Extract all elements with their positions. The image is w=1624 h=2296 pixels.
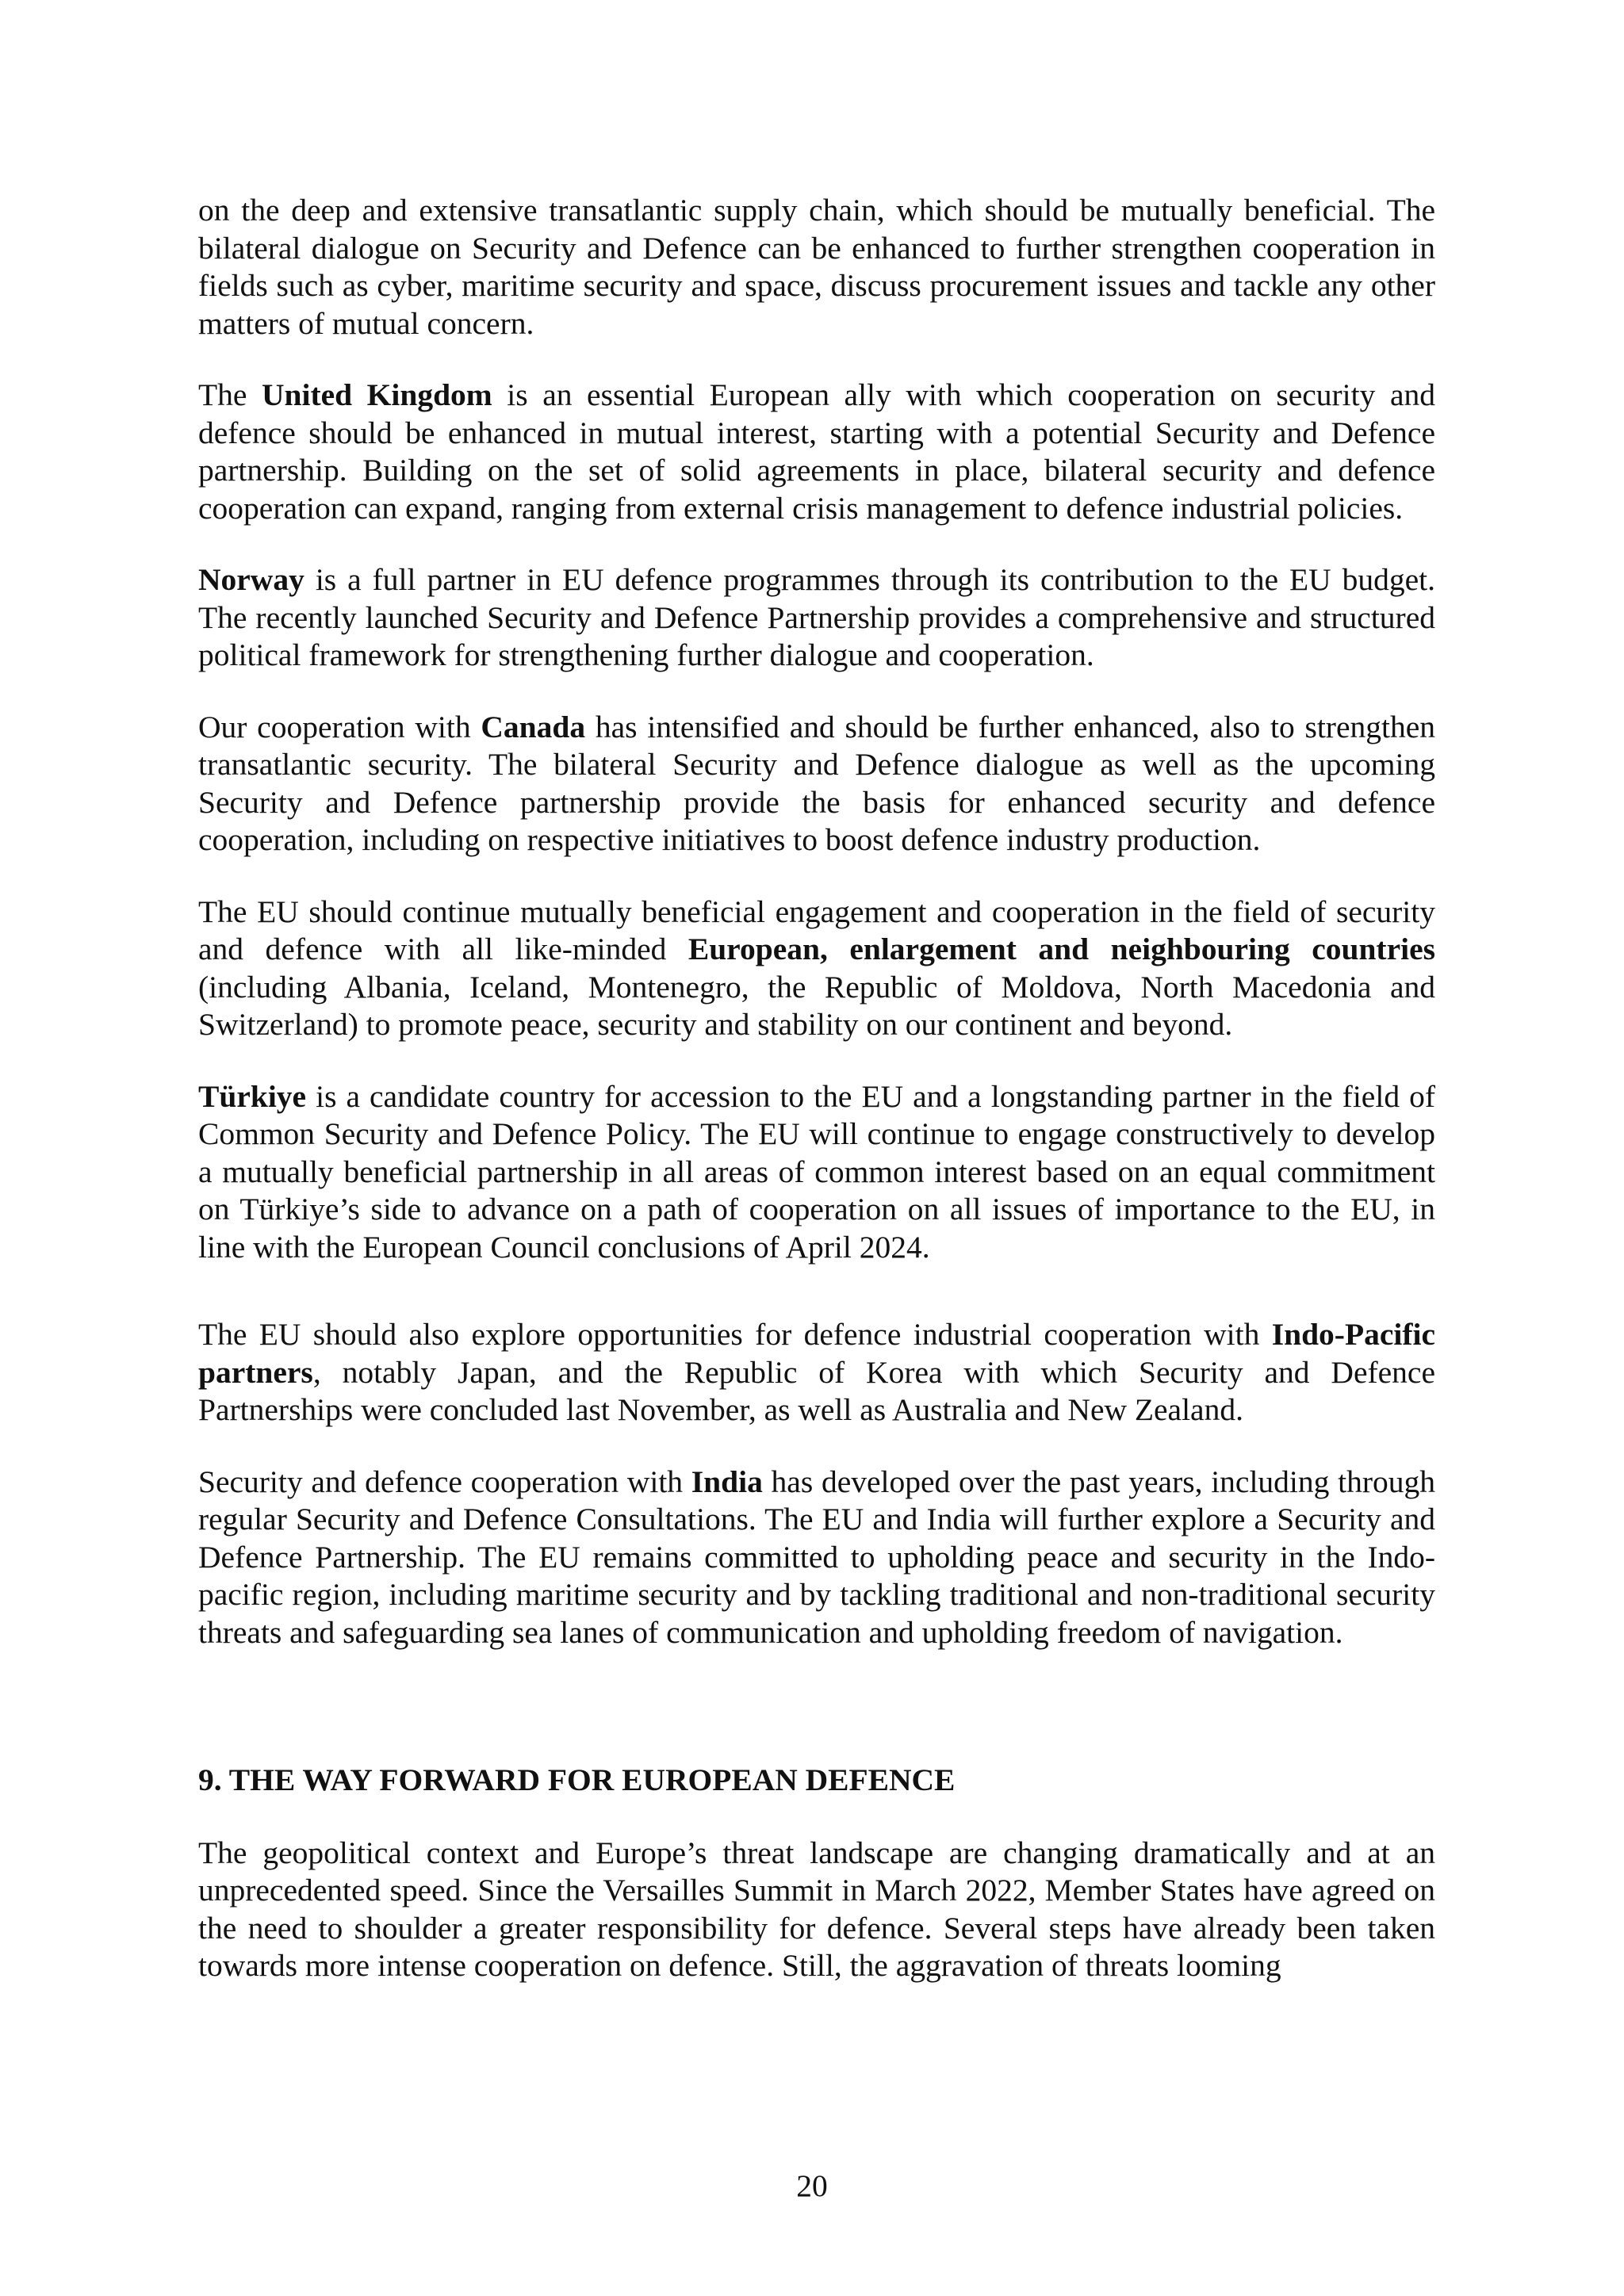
bold-term-turkiye: Türkiye [198,1078,307,1114]
paragraph-norway [198,561,1435,675]
paragraph-indo-pacific [198,1316,1435,1429]
page-number: 20 [796,2168,828,2203]
paragraph-geopolitical-context [198,1835,1435,1985]
bold-term-united-kingdom: United Kingdom [261,377,492,412]
section-heading: 9. THE WAY FORWARD FOR EUROPEAN DEFENCE [198,1762,956,1797]
paragraph-text-rest: (including Albania, Iceland, Montenegro, the Republic of Moldova, North Macedonia and Switzerland) to promote peace, security and stability on our continent and beyond. [198,969,1435,1042]
paragraph-text-rest: is a full partner in EU defence programmes through its contribution to the EU budget. The recently launched Security and Defence Partnership provides a comprehensive and structured political framework for strengthening further dialogue and cooperation. [198,562,1435,672]
paragraph-text-lead: The EU should continue mutually beneficial engagement and cooperation in the field of security and defence with all like-minded [198,894,1435,966]
paragraph-text-lead: The EU should also explore opportunities for defence industrial cooperation with [198,1317,1272,1352]
paragraph-text-rest: has developed over the past years, including through regular Security and Defence Consultations. The EU and India will further explore a Security and Defence Partnership. The EU remains committed to upholding peace and security in the Indo-pacific region, including maritime security and by tackling traditional and non-traditional security threats and safeguarding sea lanes of communication and upholding freedom of navigation. [198,1464,1436,1650]
paragraph-text-rest: is an essential European ally with which cooperation on security and defence should be enhanced in mutual interest, starting with a potential Security and Defence partnership. Building on the set of solid agreements in place, bilateral security and defence cooperation can expand, ranging from external crisis management to defence industrial policies. [198,377,1435,526]
paragraph-text-lead: Our cooperation with [198,709,481,744]
page-content [198,192,1435,2019]
bold-term-european-countries: European, enlargement and neighbouring countries [688,932,1435,966]
paragraph-turkiye [198,1078,1435,1267]
paragraph-european-countries [198,894,1435,1044]
paragraph-text: on the deep and extensive transatlantic supply chain, which should be mutually beneficial. The bilateral dialogue on Security and Defence can be enhanced to further strengthen cooperation in fields such as cyber, maritime security and space, discuss procurement issues and tackle any other matters of mutual concern. [198,193,1435,341]
paragraph-supply-chain [198,192,1435,342]
bold-term-india: India [691,1464,763,1499]
paragraph-india [198,1464,1435,1652]
paragraph-canada [198,709,1435,859]
paragraph-text-lead: Security and defence cooperation with [198,1464,691,1499]
bold-term-indo-pacific: Indo-Pacific partners [198,1317,1435,1390]
bold-term-canada: Canada [481,709,586,744]
paragraph-text-lead: The [198,377,262,412]
paragraph-text-rest: has intensified and should be further enhanced, also to strengthen transatlantic security. The bilateral Security and Defence dialogue as well as the upcoming Security and Defence partnership provide the basis for enhanced security and defence cooperation, including on respective initiatives to boost defence industry production. [198,709,1435,857]
paragraph-text-rest: , notably Japan, and the Republic of Korea with which Security and Defence Partnerships were concluded last November, as well as Australia and New Zealand. [198,1354,1435,1427]
bold-term-norway: Norway [198,562,304,597]
paragraph-text: The geopolitical context and Europe’s threat landscape are changing dramatically and at an unprecedented speed. Since the Versailles Summit in March 2022, Member States have agreed on the need to shoulder a greater responsibility for defence. Several steps have already been taken towards more intense cooperation on defence. Still, the aggravation of threats looming [198,1835,1435,1983]
paragraph-text-rest: is a candidate country for accession to the EU and a longstanding partner in the field of Common Security and Defence Policy. The EU will continue to engage constructively to develop a mutually beneficial partnership in all areas of common interest based on an equal commitment on Türkiye’s side to advance on a path of cooperation on all issues of importance to the EU, in line with the European Council conclusions of April 2024. [198,1078,1435,1265]
paragraph-united-kingdom [198,377,1435,527]
